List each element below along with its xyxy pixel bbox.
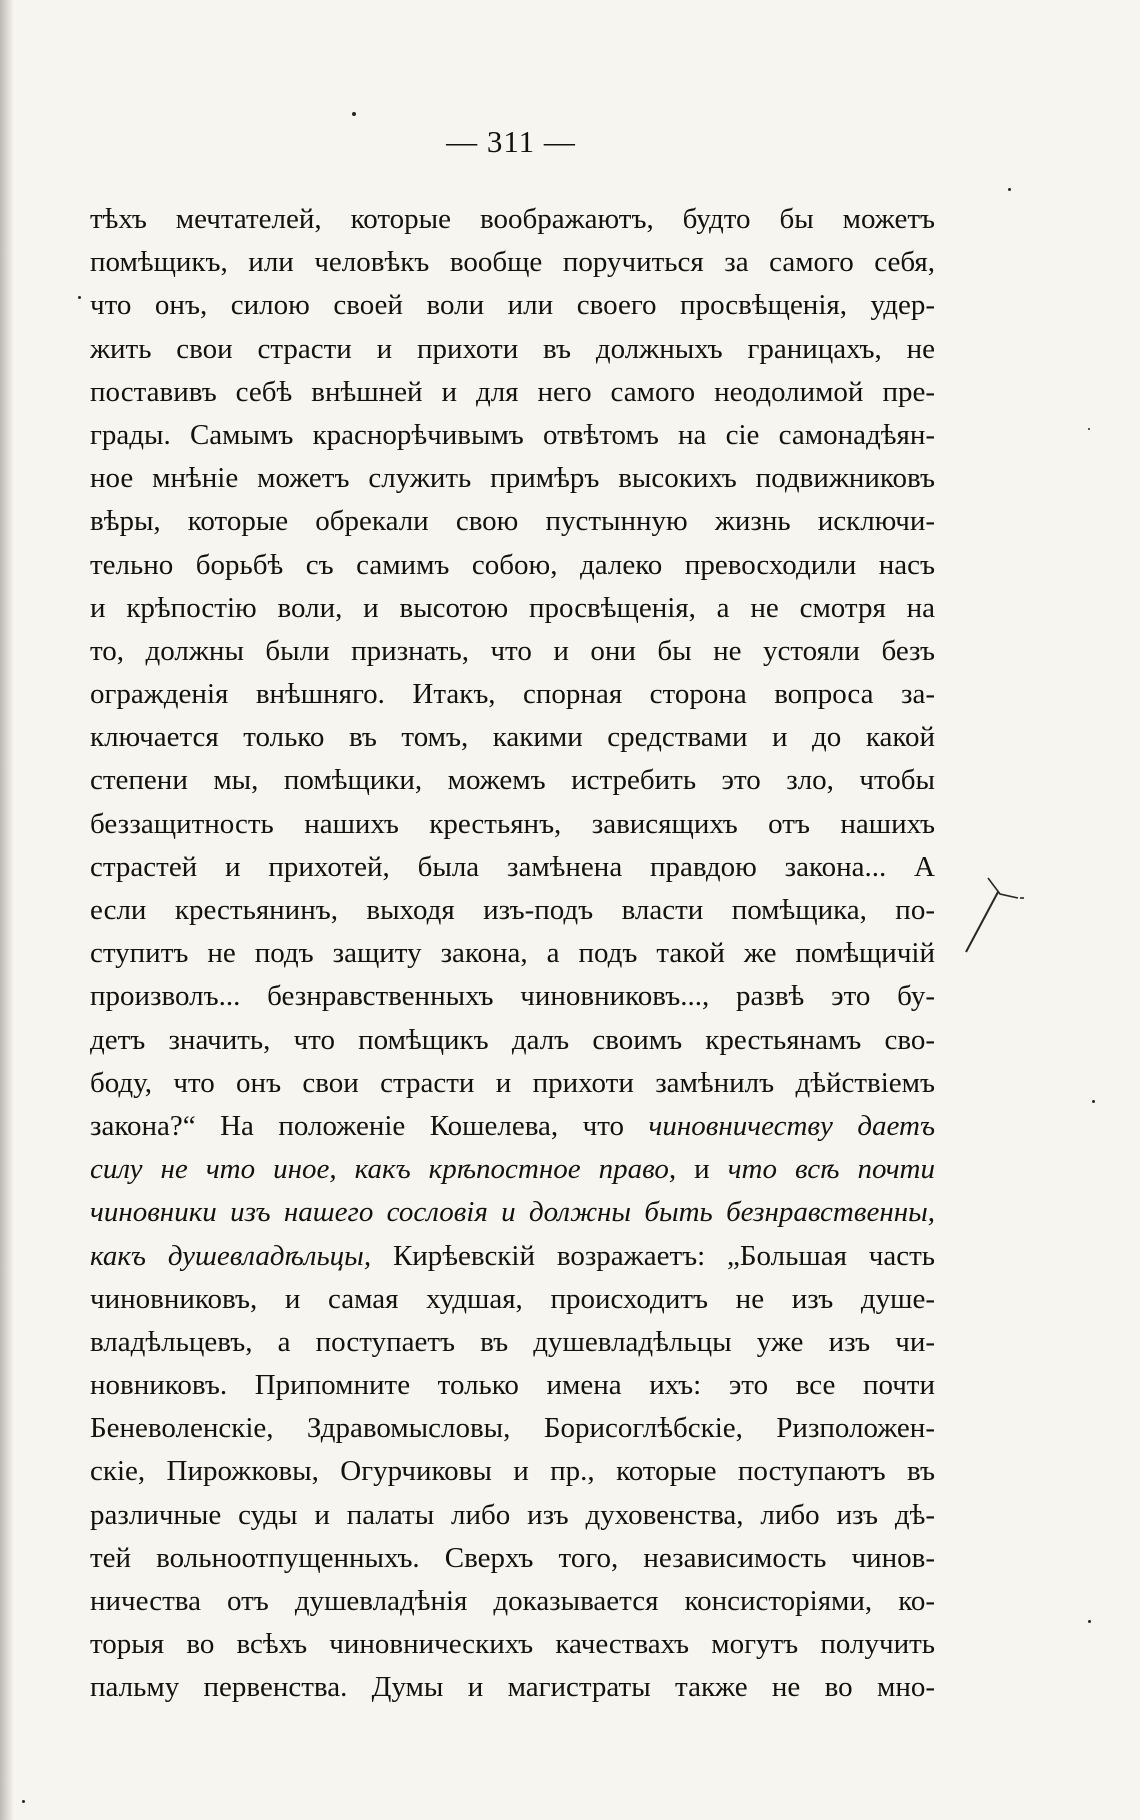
text-line: поставивъ себѣ внѣшней и для него самого неодолимой пре-: [90, 375, 935, 408]
page-number: — 311 —: [446, 124, 576, 159]
text-line: детъ значить, что помѣщикъ далъ своимъ крестьянамъ сво-: [90, 1023, 935, 1056]
text-line: тей вольноотпущенныхъ. Сверхъ того, независимость чинов-: [90, 1541, 935, 1574]
italic-quote: чиновничеству даетъ: [648, 1109, 935, 1142]
text-line: беззащитность нашихъ крестьянъ, зависящихъ отъ нашихъ: [90, 807, 935, 840]
text-line: ключается только въ томъ, какими средствами и до какой: [90, 721, 935, 754]
text-line: страстей и прихотей, была замѣнена правдою закона... А: [90, 850, 935, 883]
text-line: чиновниковъ, и самая худшая, происходитъ не изъ душе-: [90, 1282, 935, 1315]
print-speck: [78, 296, 81, 299]
text-line: огражденія внѣшняго. Итакъ, спорная сторона вопроса за-: [90, 678, 935, 711]
italic-quote: силу не что иное, какъ крѣпостное право,: [90, 1153, 677, 1186]
page-gutter-shadow: [0, 0, 14, 1820]
text-line: закона?“ На положеніе Кошелева, что чиновничеству даетъ: [90, 1109, 935, 1142]
text-line: тельно борьбѣ съ самимъ собою, далеко превосходили насъ: [90, 548, 935, 581]
print-speck: [1092, 1100, 1095, 1103]
text-line: степени мы, помѣщики, можемъ истребить это зло, чтобы: [90, 764, 935, 797]
text-line: помѣщикъ, или человѣкъ вообще поручиться за самого себя,: [90, 246, 935, 279]
text-line: силу не что иное, какъ крѣпостное право, и что всѣ почти: [90, 1153, 935, 1186]
italic-quote: чиновники изъ нашего сословія и должны быть безнравственны,: [90, 1196, 935, 1229]
text-line: новниковъ. Припомните только имена ихъ: это все почти: [90, 1369, 935, 1402]
print-speck: [1088, 1620, 1091, 1623]
text-line: грады. Самымъ краснорѣчивымъ отвѣтомъ на сіе самонадѣян-: [90, 418, 935, 451]
text-line: [90, 1191, 935, 1234]
text-line: скіе, Пирожковы, Огурчиковы и пр., которые поступаютъ въ: [90, 1455, 935, 1488]
print-speck: [1088, 428, 1090, 430]
print-speck: [352, 112, 356, 116]
text-line: ступитъ не подъ защиту закона, а подъ такой же помѣщичій: [90, 937, 935, 970]
text-line: если крестьянинъ, выходя изъ-подъ власти помѣщика, по-: [90, 894, 935, 926]
text-line: какъ душевладѣльцы, Кирѣевскій возражаетъ: „Большая часть: [90, 1239, 935, 1272]
text-line: вѣры, которые обрекали свою пустынную жизнь исключи-: [90, 505, 935, 538]
pencil-margin-mark: [958, 872, 1028, 962]
italic-quote: какъ душевладѣльцы,: [90, 1239, 372, 1272]
text-line: Беневоленскіе, Здравомысловы, Борисоглѣбскіе, Ризположен-: [90, 1412, 935, 1445]
text-line: произволъ... безнравственныхъ чиновниковъ..., развѣ это бу-: [90, 980, 935, 1013]
body-text: [90, 198, 935, 1710]
text-line: торыя во всѣхъ чиновническихъ качествахъ могутъ получить: [90, 1628, 935, 1661]
print-speck: [22, 1800, 25, 1803]
text-line: боду, что онъ свои страсти и прихоти замѣнилъ дѣйствіемъ: [90, 1066, 935, 1099]
text-line: различные суды и палаты либо изъ духовенства, либо изъ дѣ-: [90, 1498, 935, 1531]
text-line: ное мнѣніе можетъ служить примѣръ высокихъ подвижниковъ: [90, 462, 935, 495]
text-line: ничества отъ душевладѣнія доказывается консисторіями, ко-: [90, 1585, 935, 1617]
text-line: что онъ, силою своей воли или своего просвѣщенія, удер-: [90, 289, 935, 322]
text-line: тѣхъ мечтателей, которые воображаютъ, будто бы можетъ: [90, 203, 935, 235]
italic-quote: что всѣ почти: [727, 1153, 935, 1186]
text-line: и крѣпостію воли, и высотою просвѣщенія, а не смотря на: [90, 591, 935, 624]
text-line: то, должны были признать, что и они бы не устояли безъ: [90, 634, 935, 667]
print-speck: [1008, 188, 1011, 191]
text-line: жить свои страсти и прихоти въ должныхъ границахъ, не: [90, 332, 935, 365]
text-line: владѣльцевъ, а поступаетъ въ душевладѣльцы уже изъ чи-: [90, 1325, 935, 1358]
text-line: пальму первенства. Думы и магистраты также не во мно-: [90, 1671, 935, 1704]
